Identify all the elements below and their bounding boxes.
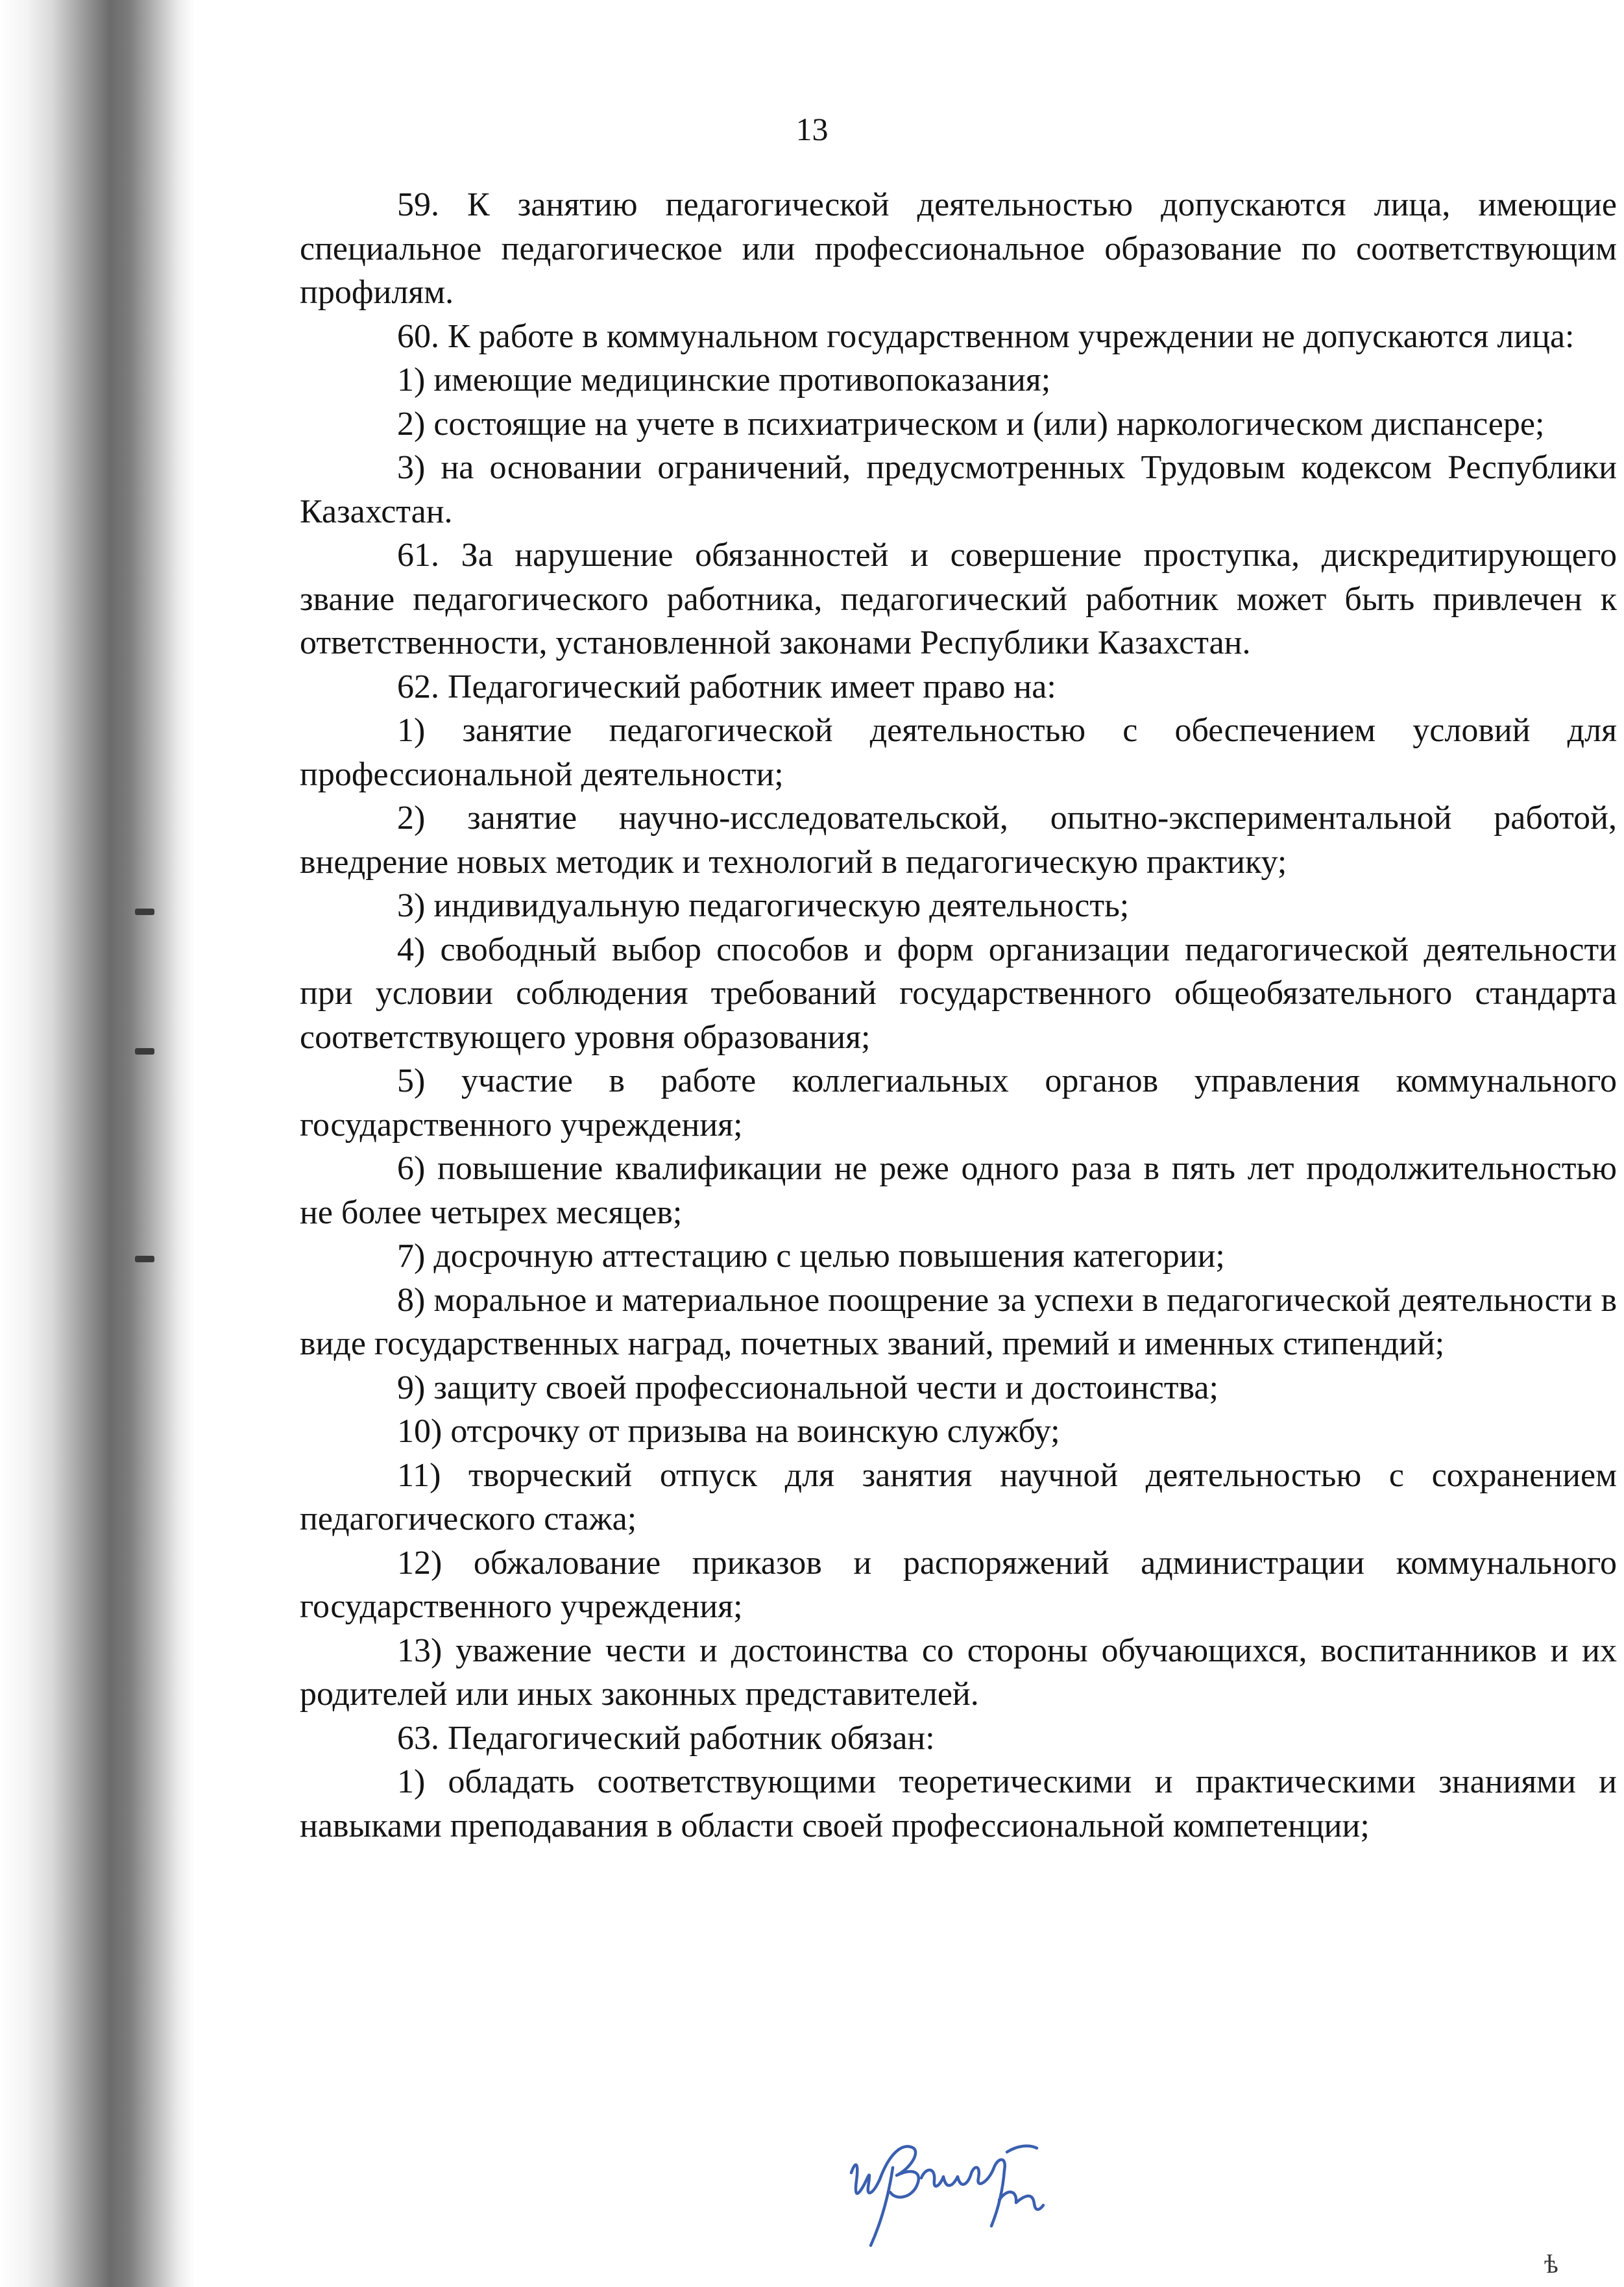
- page-number: 13: [795, 111, 829, 147]
- scan-binding-shadow: [0, 0, 195, 2287]
- list-item: 11) творческий отпуск для занятия научной деятельностью с сохранением педагогического стажа;: [300, 1456, 1617, 1537]
- list-item: 4) свободный выбор способов и форм организации педагогической деятельности при условии соблюдения требований государственного общеобязательного стандарта соответствующего уровня образования;: [300, 931, 1617, 1056]
- list-item: 8) моральное и материальное поощрение за успехи в педагогической деятельности в виде государственных наград, почетных званий, премий и именных стипендий;: [300, 1281, 1617, 1362]
- list-item: 1) обладать соответствующими теоретическими и практическими знаниями и навыками преподавания в области своей профессиональной компетенции;: [300, 1763, 1617, 1844]
- paragraph: 60. К работе в коммунальном государственном учреждении не допускаются лица:: [397, 317, 1575, 355]
- paragraph: 62. Педагогический работник имеет право на:: [397, 668, 1056, 705]
- list-item: 10) отсрочку от призыва на воинскую службу;: [397, 1413, 1060, 1450]
- list-item: 2) состоящие на учете в психиатрическом и (или) наркологическом диспансере;: [397, 405, 1545, 443]
- paragraph: 61. За нарушение обязанностей и совершение проступка, дискредитирующего звание педагогического работника, педагогический работник может быть привлечен к ответственности, установленной законами Республики Казахстан.: [300, 537, 1617, 661]
- list-item: 5) участие в работе коллегиальных органов управления коммунального государственного учреждения;: [300, 1062, 1617, 1144]
- list-item: 6) повышение квалификации не реже одного раза в пять лет продолжительностью не более четырех месяцев;: [300, 1150, 1617, 1231]
- list-item: 2) занятие научно-исследовательской, опытно-экспериментальной работой, внедрение новых методик и технологий в педагогическую практику;: [300, 800, 1617, 881]
- binding-mark: [135, 1048, 154, 1055]
- list-item: 3) индивидуальную педагогическую деятельность;: [397, 887, 1130, 924]
- list-item: 12) обжалование приказов и распоряжений администрации коммунального государственного учреждения;: [300, 1544, 1617, 1625]
- paragraph: 59. К занятию педагогической деятельностью допускаются лица, имеющие специальное педагогическое или профессиональное образование по соответствующим профилям.: [300, 186, 1617, 311]
- list-item: 1) имеющие медицинские противопоказания;: [397, 361, 1051, 398]
- list-item: 9) защиту своей профессиональной чести и достоинства;: [397, 1369, 1218, 1406]
- list-item: 3) на основании ограничений, предусмотренных Трудовым кодексом Республики Казахстан.: [300, 449, 1617, 530]
- corner-mark: ѣ: [1544, 2249, 1558, 2279]
- document-body: [300, 183, 1617, 1848]
- paragraph: 63. Педагогический работник обязан:: [397, 1719, 935, 1757]
- signature: [837, 2122, 1077, 2258]
- list-item: 7) досрочную аттестацию с целью повышения категории;: [397, 1238, 1225, 1275]
- list-item: 1) занятие педагогической деятельностью с обеспечением условий для профессиональной деятельности;: [300, 712, 1617, 793]
- list-item: 13) уважение чести и достоинства со стороны обучающихся, воспитанников и их родителей или иных законных представителей.: [300, 1632, 1617, 1713]
- binding-mark: [135, 909, 154, 915]
- binding-mark: [135, 1256, 154, 1262]
